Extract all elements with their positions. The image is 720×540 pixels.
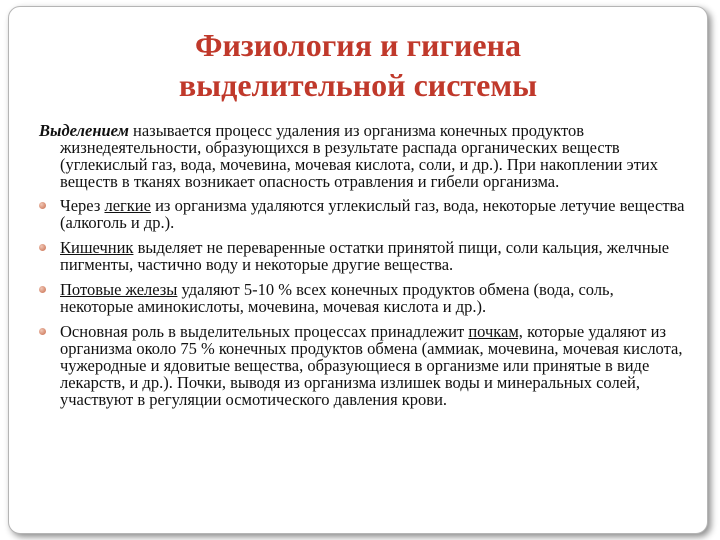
bullet-key: Потовые железы: [60, 280, 178, 299]
bullet-item-lungs: [39, 197, 689, 231]
bullet-pre: Через: [60, 196, 105, 215]
bullet-item-intestine: [39, 239, 689, 273]
bullet-key: Кишечник: [60, 238, 134, 257]
bullet-key: легкие: [104, 196, 151, 215]
bullet-dot-icon: [39, 328, 46, 335]
bullet-post: удаляют 5-10 % всех конечных продуктов обмена (вода, соль, некоторые аминокислоты, мочевина, мочевая кислота и др.).: [60, 280, 614, 316]
intro-paragraph: [39, 122, 689, 190]
bullet-post: выделяет не переваренные остатки принятой пищи, соли кальция, желчные пигменты, частично воду и некоторые другие вещества.: [60, 238, 670, 274]
title-line-1: Физиология и гигиена: [194, 27, 522, 63]
bullet-dot-icon: [39, 286, 46, 293]
bullet-pre: Основная роль в выделительных процессах принадлежит: [60, 322, 469, 341]
bullet-post: которые удаляют из организма около 75 % конечных продуктов обмена (аммиак, мочевина, мочевая кислота, чужеродные и ядовитые вещества, образующиеся в организме или принятые в виде лекарств, и др.). Почки, выводя из организма излишек воды и минеральных солей, участвуют в регуляции осмотического давления крови.: [60, 322, 683, 409]
slide-frame: [8, 6, 708, 534]
bullet-item-sweat-glands: [39, 281, 689, 315]
bullet-key: почкам,: [468, 322, 523, 341]
bullet-item-kidneys: [39, 323, 689, 408]
intro-text: называется процесс удаления из организма конечных продуктов жизнедеятельности, образующихся в результате распада органических веществ (углекислый газ, вода, мочевина, мочевая кислота, соли, и др.). При накоплении этих веществ в тканях возникает опасность отравления и гибели организма.: [60, 121, 659, 191]
slide-title: [9, 25, 707, 105]
intro-term: Выделением: [39, 121, 129, 140]
bullet-dot-icon: [39, 244, 46, 251]
bullet-post: из организма удаляются углекислый газ, вода, некоторые летучие вещества (алкоголь и др.).: [60, 196, 685, 232]
title-line-2: выделительной системы: [178, 67, 538, 103]
slide-content: [39, 122, 689, 416]
bullet-list: [39, 197, 689, 408]
bullet-dot-icon: [39, 202, 46, 209]
